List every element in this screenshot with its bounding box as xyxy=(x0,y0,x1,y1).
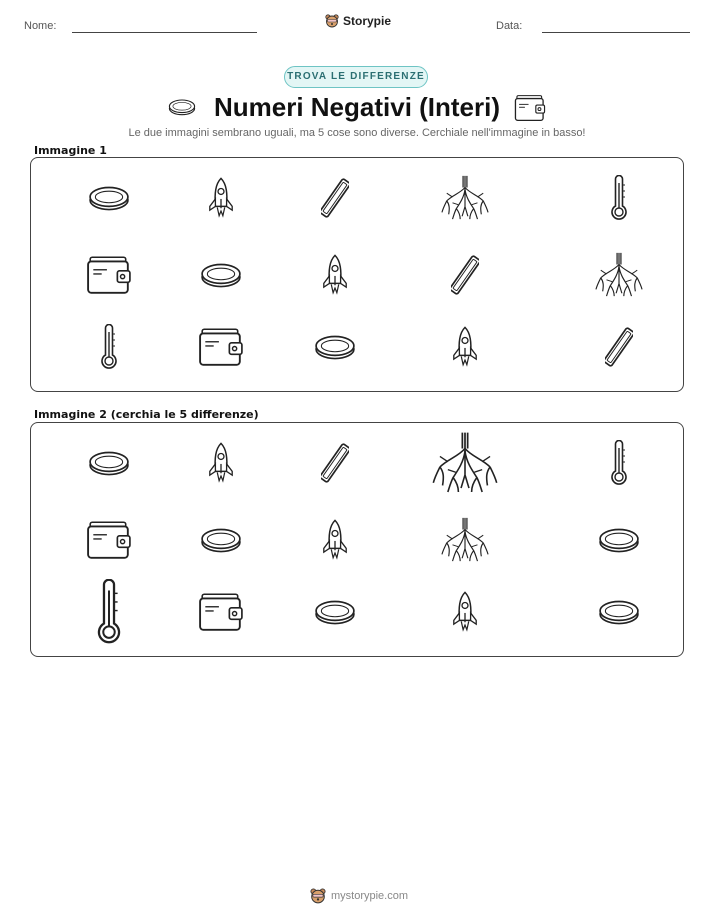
wallet-icon xyxy=(198,327,244,367)
activity-badge: TROVA LE DIFFERENZE xyxy=(284,66,428,88)
ruler-icon[interactable] xyxy=(321,440,349,486)
roots-icon xyxy=(595,252,643,298)
coin-icon[interactable] xyxy=(314,597,356,627)
brand-name: Storypie xyxy=(343,14,392,28)
image2-panel[interactable] xyxy=(30,422,684,657)
thermometer-icon[interactable] xyxy=(94,579,124,645)
coin-icon xyxy=(314,332,356,362)
image2-label: Immagine 2 (cerchia le 5 differenze) xyxy=(34,408,259,421)
name-label: Nome: xyxy=(24,20,57,32)
thermometer-icon xyxy=(99,324,119,370)
ruler-icon xyxy=(451,252,479,298)
wallet-icon[interactable] xyxy=(86,520,132,560)
footer xyxy=(310,888,408,904)
coin-icon[interactable] xyxy=(88,448,130,478)
rocket-icon xyxy=(451,324,479,370)
name-line[interactable] xyxy=(72,32,257,33)
wallet-icon xyxy=(86,255,132,295)
ruler-icon xyxy=(321,175,349,221)
date-label: Data: xyxy=(496,20,523,32)
coin-icon xyxy=(88,183,130,213)
image1-label: Immagine 1 xyxy=(34,144,107,157)
rocket-icon[interactable] xyxy=(451,589,479,635)
wallet-icon xyxy=(514,94,546,122)
coin-icon xyxy=(200,260,242,290)
rocket-icon xyxy=(321,252,349,298)
bear-icon xyxy=(310,888,326,904)
roots-icon[interactable] xyxy=(441,517,489,563)
roots-icon[interactable] xyxy=(432,430,498,496)
instructions: Le due immagini sembrano uguali, ma 5 cose sono diverse. Cerchiale nell'immagine in basso! xyxy=(128,127,586,139)
thermometer-icon[interactable] xyxy=(609,440,629,486)
roots-icon xyxy=(441,175,489,221)
brand-logo xyxy=(325,14,391,28)
image1-panel xyxy=(30,157,684,392)
coin-icon[interactable] xyxy=(598,525,640,555)
rocket-icon[interactable] xyxy=(321,517,349,563)
rocket-icon xyxy=(207,175,235,221)
wallet-icon[interactable] xyxy=(198,592,244,632)
thermometer-icon xyxy=(609,175,629,221)
ruler-icon xyxy=(605,324,633,370)
coin-icon[interactable] xyxy=(598,597,640,627)
date-line[interactable] xyxy=(542,32,690,33)
coin-icon[interactable] xyxy=(200,525,242,555)
bear-icon xyxy=(325,14,339,28)
page-title: Numeri Negativi (Interi) xyxy=(213,92,501,122)
rocket-icon[interactable] xyxy=(207,440,235,486)
footer-site[interactable]: mystorypie.com xyxy=(331,890,409,902)
